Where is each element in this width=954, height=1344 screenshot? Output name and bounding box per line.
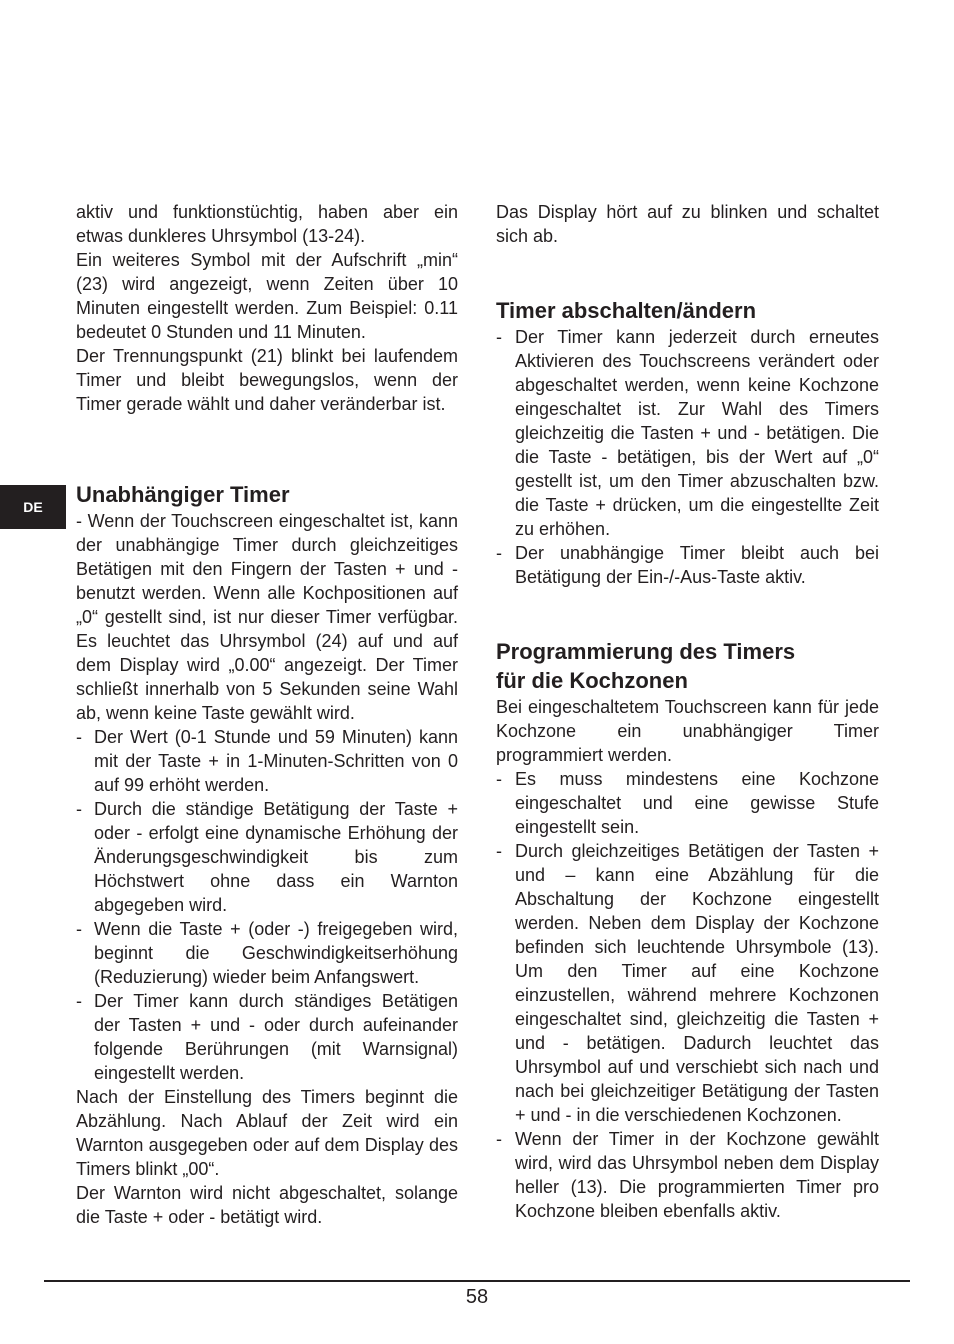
- section-heading-zone-timer: [496, 637, 879, 695]
- list-item: - Es muss mindestens eine Kochzone eingeschaltet und eine gewisse Stufe eingestellt sein.: [496, 767, 879, 839]
- closing-paragraph-1: Nach der Einstellung des Timers beginnt die Abzählung. Nach Ablauf der Zeit wird ein Warnton ausgegeben oder auf dem Display des Timers blinkt „00“.: [76, 1087, 458, 1179]
- list-item: - Der Wert (0-1 Stunde und 59 Minuten) kann mit der Taste + in 1-Minuten-Schritten von 0 auf 99 erhöht werden.: [76, 725, 458, 797]
- list-item: - Wenn die Taste + (oder -) freigegeben wird, beginnt die Geschwindigkeitserhöhung (Reduzierung) wieder beim Anfangswert.: [76, 917, 458, 989]
- heading-line-2: für die Kochzonen: [496, 668, 688, 693]
- page-number: 58: [465, 1286, 489, 1308]
- timer-change-list: [496, 325, 879, 589]
- intro-paragraph-1: aktiv und funktionstüchtig, haben aber ein etwas dunkleres Uhrsymbol (13-24).: [76, 202, 458, 246]
- independent-timer-list: [76, 725, 458, 1085]
- zone-timer-intro: Bei eingeschaltetem Touchscreen kann für jede Kochzone ein unabhängiger Timer programmiert werden.: [496, 697, 879, 765]
- list-item: - Der unabhängige Timer bleibt auch bei Betätigung der Ein-/-Aus-Taste aktiv.: [496, 541, 879, 589]
- intro-paragraph-3: Der Trennungspunkt (21) blinkt bei laufendem Timer und bleibt bewegungslos, wenn der Timer gerade wählt und daher veränderbar ist.: [76, 346, 458, 414]
- left-column: [76, 200, 458, 1229]
- list-item: - Durch gleichzeitiges Betätigen der Tasten + und – kann eine Abzählung für die Abschaltung der Kochzone eingestellt werden. Neben dem Display der Kochzone befinden sich leuchtende Uhrsymbole (13). Um den Timer auf eine Kochzone einzustellen, während mehrere Kochzonen eingeschaltet sind, gleichzeitig die Tasten + und - betätigen. Dadurch leuchtet das Uhrsymbol auf und verschiebt sich nach und nach bei gleichzeitiger Betätigung der Tasten + und - in die verschiedenen Kochzonen.: [496, 839, 879, 1127]
- right-column: [496, 200, 879, 1223]
- intro-paragraph-2: Ein weiteres Symbol mit der Aufschrift „min“ (23) wird angezeigt, wenn Zeiten über 10 Minuten eingestellt werden. Zum Beispiel: 0.11 bedeutet 0 Stunden und 11 Minuten.: [76, 250, 458, 342]
- list-item: - Wenn der Timer in der Kochzone gewählt wird, wird das Uhrsymbol neben dem Display heller (13). Die programmierten Timer pro Kochzone bleiben ebenfalls aktiv.: [496, 1127, 879, 1223]
- heading-line-1: Programmierung des Timers: [496, 639, 796, 664]
- list-item: - Der Timer kann durch ständiges Betätigen der Tasten + und - oder durch aufeinander folgende Berührungen (mit Warnsignal) eingestellt werden.: [76, 989, 458, 1085]
- language-tab: DE: [0, 485, 66, 529]
- list-item: - Durch die ständige Betätigung der Taste + oder - erfolgt eine dynamische Erhöhung der Änderungsgeschwindigkeit bis zum Höchstwert ohne dass ein Warnton abgegeben wird.: [76, 797, 458, 917]
- right-intro-paragraph: Das Display hört auf zu blinken und schaltet sich ab.: [496, 202, 879, 246]
- list-item: - Der Timer kann jederzeit durch erneutes Aktivieren des Touchscreens verändert oder abgeschaltet werden, wenn keine Kochzone eingeschaltet ist. Zur Wahl des Timers gleichzeitig die Tasten + und - betätigen. Die die Taste - betätigen, bis der Wert auf „0“ gestellt ist, um den Timer abzuschalten bzw. die Taste + drücken, um die eingestellte Zeit zu erhöhen.: [496, 325, 879, 541]
- section-intro-paragraph: - Wenn der Touchscreen eingeschaltet ist, kann der unabhängige Timer durch gleichzeitiges Betätigen mit den Fingern der Tasten + und - benutzt werden. Wenn alle Kochpositionen auf „0“ gestellt sind, ist nur dieser Timer verfügbar. Es leuchtet das Uhrsymbol (24) auf und auf dem Display wird „0.00“ angezeigt. Der Timer schließt innerhalb von 5 Sekunden seine Wahl ab, wenn keine Taste gewählt wird.: [76, 511, 458, 723]
- section-heading-independent-timer: Unabhängiger Timer: [76, 482, 290, 507]
- closing-paragraph-2: Der Warnton wird nicht abgeschaltet, solange die Taste + oder - betätigt wird.: [76, 1183, 458, 1227]
- zone-timer-list: [496, 767, 879, 1223]
- section-heading-timer-change: Timer abschalten/ändern: [496, 298, 757, 323]
- footer-divider: [44, 1280, 910, 1282]
